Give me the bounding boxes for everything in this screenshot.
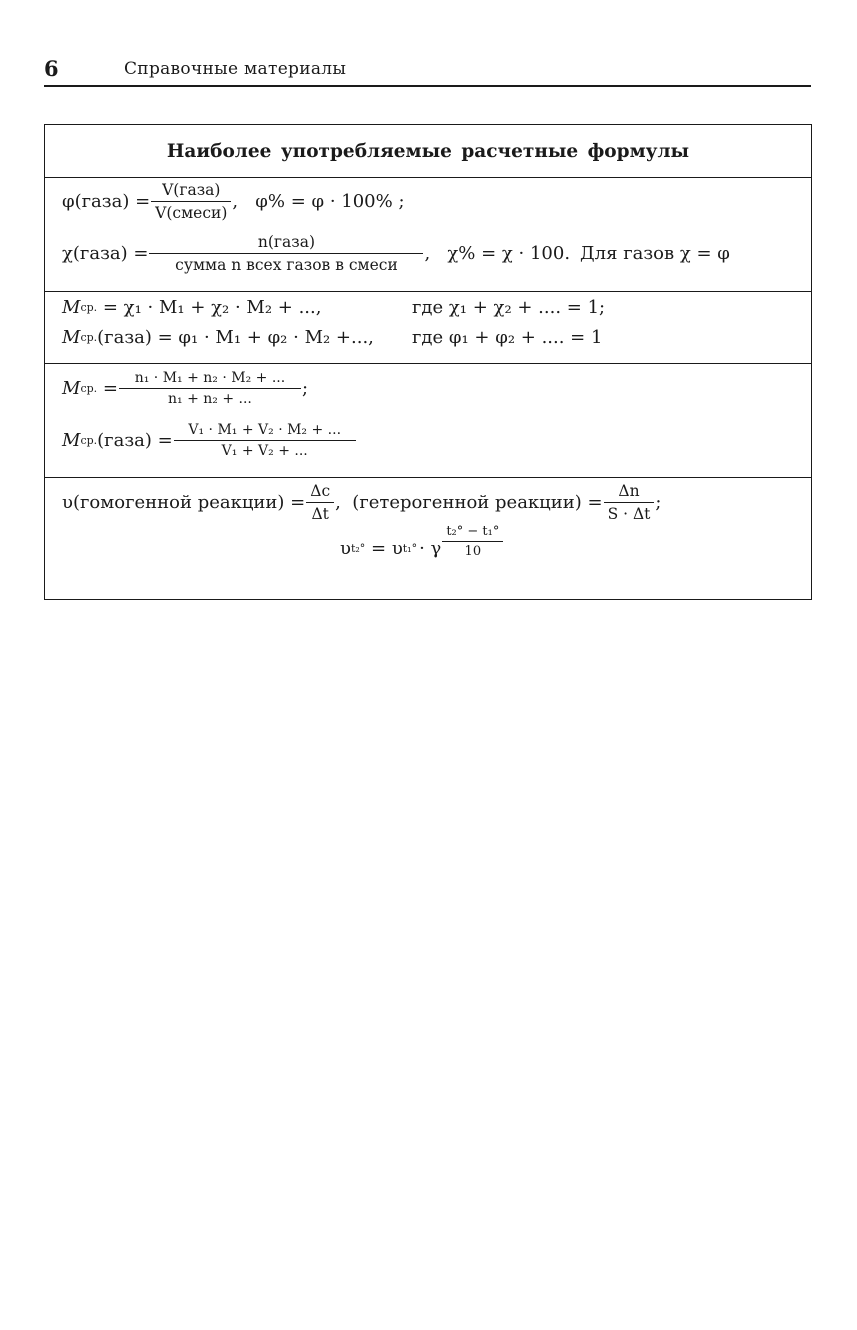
- m1-subscript: ср.: [80, 382, 98, 395]
- chi-formula: [62, 233, 730, 274]
- heterogeneous-numerator: Δn: [618, 482, 640, 500]
- formula-table: [44, 124, 812, 600]
- reaction-rate-formula: [62, 482, 661, 523]
- mean-mass-mole-fraction: [62, 297, 606, 318]
- m1-symbol: M: [62, 378, 81, 399]
- heterogeneous-denominator: S · Δt: [604, 502, 655, 523]
- vant-equals: = υ: [365, 538, 403, 559]
- heterogeneous-lhs: , (гетерогенной реакции) =: [335, 492, 603, 513]
- mean-mass-gas-expression: (газа) = φ₁ · M₁ + φ₂ · M₂ +...,: [97, 327, 374, 348]
- m2-equals: (газа) =: [97, 430, 173, 451]
- chi-denominator: сумма n всех газов в смеси: [149, 253, 423, 274]
- row-reaction-rate: [45, 477, 811, 599]
- table-title: [45, 125, 811, 177]
- m1-equals: =: [97, 378, 118, 399]
- m2-numerator: V₁ · M₁ + V₂ · M₂ + ...: [188, 422, 342, 438]
- homogeneous-lhs: υ(гомогенной реакции) =: [62, 492, 306, 513]
- mean-mass-symbol: M: [62, 297, 81, 318]
- vant-exponent-denominator: 10: [442, 541, 503, 559]
- phi-percent: , φ% = φ · 100% ;: [232, 191, 405, 212]
- phi-formula: [62, 181, 405, 222]
- row-mean-molar-mass: [45, 291, 811, 363]
- chi-percent: , χ% = χ · 100.: [424, 243, 571, 264]
- mole-fraction-condition: где χ₁ + χ₂ + .... = 1;: [412, 297, 606, 318]
- phi-numerator: V(газа): [162, 181, 221, 199]
- mean-mass-gas-subscript: ср.: [80, 331, 98, 344]
- mean-mass-volume-fraction: [62, 327, 603, 348]
- m2-subscript: ср.: [80, 434, 98, 447]
- chi-numerator: n(газа): [257, 233, 316, 251]
- m2-fraction: [176, 422, 354, 459]
- m2-denominator: V₁ + V₂ + ...: [174, 440, 356, 459]
- m2-symbol: M: [62, 430, 81, 451]
- chi-lhs: χ(газа) =: [62, 243, 149, 264]
- page-header: [44, 56, 811, 87]
- phi-lhs: φ(газа) =: [62, 191, 151, 212]
- vant-rhs-subscript: t₁°: [402, 542, 418, 555]
- table-title-text: Наиболее употребляемые расчетные формулы: [166, 140, 690, 162]
- running-title: Справочные материалы: [124, 59, 347, 79]
- page-number: 6: [44, 56, 59, 81]
- chi-fraction: [151, 233, 421, 274]
- heterogeneous-fraction: [606, 482, 653, 523]
- homogeneous-numerator: Δc: [310, 482, 331, 500]
- mean-mass-by-volumes: [62, 422, 357, 459]
- mean-mass-by-moles: [62, 370, 308, 407]
- vant-exponent-numerator: t₂° − t₁°: [446, 524, 500, 539]
- m1-denominator: n₁ + n₂ + ...: [119, 388, 301, 407]
- mean-mass-subscript: ср.: [80, 301, 98, 314]
- vant-gamma: · γ: [419, 538, 442, 559]
- vant-lhs-subscript: t₂°: [350, 542, 366, 555]
- row-mean-mass-fractions: [45, 363, 811, 477]
- gas-note: Для газов χ = φ: [580, 243, 730, 264]
- homogeneous-denominator: Δt: [306, 502, 334, 523]
- row-volume-mole-fraction: [45, 177, 811, 291]
- phi-denominator: V(смеси): [151, 201, 231, 222]
- vant-hoff-formula: [340, 524, 504, 559]
- mean-mass-gas-symbol: M: [62, 327, 81, 348]
- vant-lhs: υ: [340, 538, 351, 559]
- volume-fraction-condition: где φ₁ + φ₂ + .... = 1: [412, 327, 603, 348]
- mean-mass-expression: = χ₁ · M₁ + χ₂ · M₂ + ...,: [97, 297, 322, 318]
- m1-numerator: n₁ · M₁ + n₂ · M₂ + ...: [134, 370, 286, 386]
- vant-exponent: [444, 524, 501, 559]
- phi-fraction: [153, 181, 229, 222]
- m1-end: ;: [301, 378, 309, 399]
- homogeneous-fraction: [308, 482, 332, 523]
- m1-fraction: [121, 370, 299, 407]
- heterogeneous-end: ;: [655, 492, 662, 513]
